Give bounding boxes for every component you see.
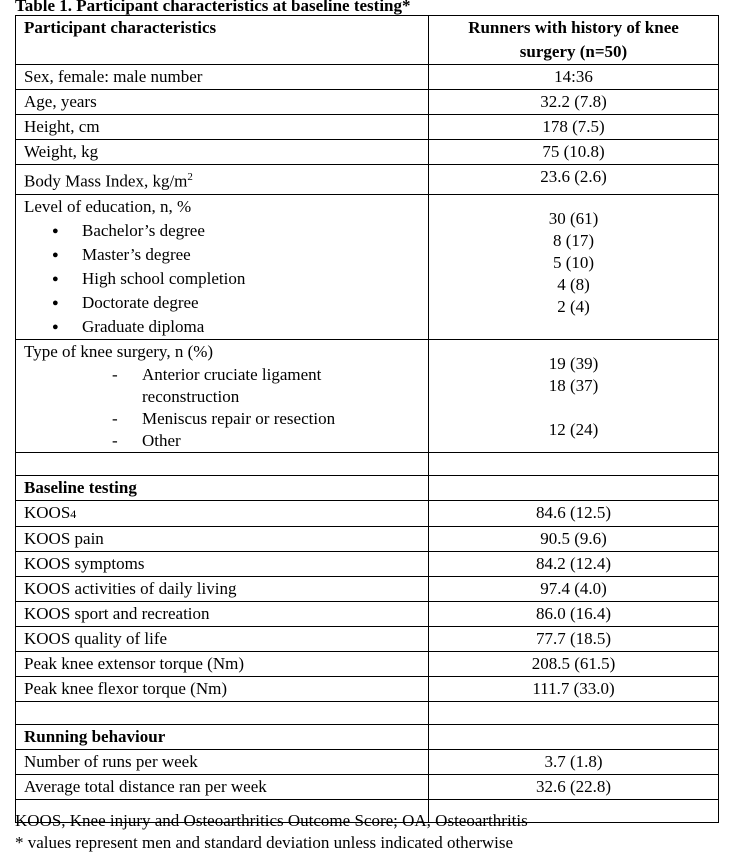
- row-label: KOOS symptoms: [16, 551, 429, 576]
- surgery-label: Type of knee surgery, n (%): [24, 341, 214, 361]
- surgery-values: [429, 339, 719, 452]
- row-value: 90.5 (9.6): [429, 526, 719, 551]
- list-item: - Other: [24, 430, 428, 452]
- surgery-list: [24, 364, 428, 452]
- list-item: - Meniscus repair or resection: [24, 408, 428, 430]
- table-row: [16, 576, 719, 601]
- list-item: ● Master’s degree: [24, 243, 428, 267]
- section-heading: Baseline testing: [16, 475, 429, 500]
- row-value: 75 (10.8): [429, 140, 719, 165]
- table-row: [16, 626, 719, 651]
- row-label: Sex, female: male number: [16, 65, 429, 90]
- row-value: 3.7 (1.8): [429, 749, 719, 774]
- row-value: 4 (8): [557, 274, 590, 294]
- row-value: 97.4 (4.0): [429, 576, 719, 601]
- header-participant-characteristics: Participant characteristics: [16, 16, 429, 65]
- row-label: KOOS quality of life: [16, 626, 429, 651]
- list-item: ● Doctorate degree: [24, 291, 428, 315]
- row-value: 23.6 (2.6): [429, 165, 719, 195]
- row-value: 2 (4): [557, 296, 590, 316]
- row-label: Weight, kg: [16, 140, 429, 165]
- section-heading-baseline: [16, 475, 719, 500]
- row-value: 32.2 (7.8): [429, 90, 719, 115]
- table-row-empty: [16, 452, 719, 475]
- row-label: KOOS4: [16, 500, 429, 526]
- row-value: 19 (39): [548, 353, 599, 373]
- table-row: [16, 601, 719, 626]
- row-value: 111.7 (33.0): [429, 676, 719, 701]
- table-row: [16, 90, 719, 115]
- table-row: [16, 65, 719, 90]
- table-row-education: [16, 194, 719, 339]
- row-label: KOOS sport and recreation: [16, 601, 429, 626]
- table-row: [16, 676, 719, 701]
- table-row-surgery: [16, 339, 719, 452]
- section-heading: Running behaviour: [16, 724, 429, 749]
- header-runners: Runners with history of knee surgery (n=50): [429, 16, 719, 65]
- bmi-label: Body Mass Index, kg/m: [24, 171, 188, 191]
- table-row: [16, 500, 719, 526]
- education-cell: [16, 194, 429, 339]
- table-row: [16, 115, 719, 140]
- row-label: Peak knee extensor torque (Nm): [16, 651, 429, 676]
- list-item: - Anterior cruciate ligament reconstruction: [24, 364, 428, 408]
- footnote-abbreviations: KOOS, Knee injury and Osteoarthritics Outcome Score; OA, Osteoarthritis: [15, 811, 528, 830]
- footnote-values: * values represent men and standard deviation unless indicated otherwise: [15, 833, 514, 852]
- bmi-superscript: 2: [187, 171, 193, 183]
- education-list: [24, 219, 428, 339]
- table-title: Table 1. Participant characteristics at baseline testing*: [15, 0, 411, 15]
- row-value: 77.7 (18.5): [429, 626, 719, 651]
- row-value: 14:36: [429, 65, 719, 90]
- table-row-bmi: [16, 165, 719, 195]
- list-item: ● Bachelor’s degree: [24, 219, 428, 243]
- row-value: 30 (61): [548, 208, 599, 228]
- row-label: Peak knee flexor torque (Nm): [16, 676, 429, 701]
- row-value: 8 (17): [552, 230, 595, 250]
- list-item: ● High school completion: [24, 267, 428, 291]
- row-value: 178 (7.5): [429, 115, 719, 140]
- list-item: ● Graduate diploma: [24, 315, 428, 339]
- table-row: [16, 526, 719, 551]
- row-label: Number of runs per week: [16, 749, 429, 774]
- section-heading-running: [16, 724, 719, 749]
- row-value: 5 (10): [552, 252, 595, 272]
- row-label: KOOS activities of daily living: [16, 576, 429, 601]
- surgery-cell: [16, 339, 429, 452]
- table-row: [16, 651, 719, 676]
- participant-table: [15, 15, 719, 823]
- table-row: [16, 749, 719, 774]
- row-value: 84.6 (12.5): [429, 500, 719, 526]
- row-label: [16, 165, 429, 195]
- row-label: Age, years: [16, 90, 429, 115]
- education-label: Level of education, n, %: [24, 196, 192, 216]
- row-value: 208.5 (61.5): [429, 651, 719, 676]
- row-label: Average total distance ran per week: [16, 774, 429, 799]
- row-value: 86.0 (16.4): [429, 601, 719, 626]
- table-row-empty: [16, 701, 719, 724]
- row-label: KOOS pain: [16, 526, 429, 551]
- row-value: 84.2 (12.4): [429, 551, 719, 576]
- koos4-subscript: 4: [70, 506, 77, 521]
- row-value: 18 (37): [548, 375, 599, 395]
- row-value: 32.6 (22.8): [429, 774, 719, 799]
- education-values: [429, 194, 719, 339]
- table-row: [16, 774, 719, 799]
- row-label: Height, cm: [16, 115, 429, 140]
- table-row: [16, 140, 719, 165]
- row-value: 12 (24): [548, 419, 599, 439]
- table-row: [16, 551, 719, 576]
- table-header-row: [16, 16, 719, 65]
